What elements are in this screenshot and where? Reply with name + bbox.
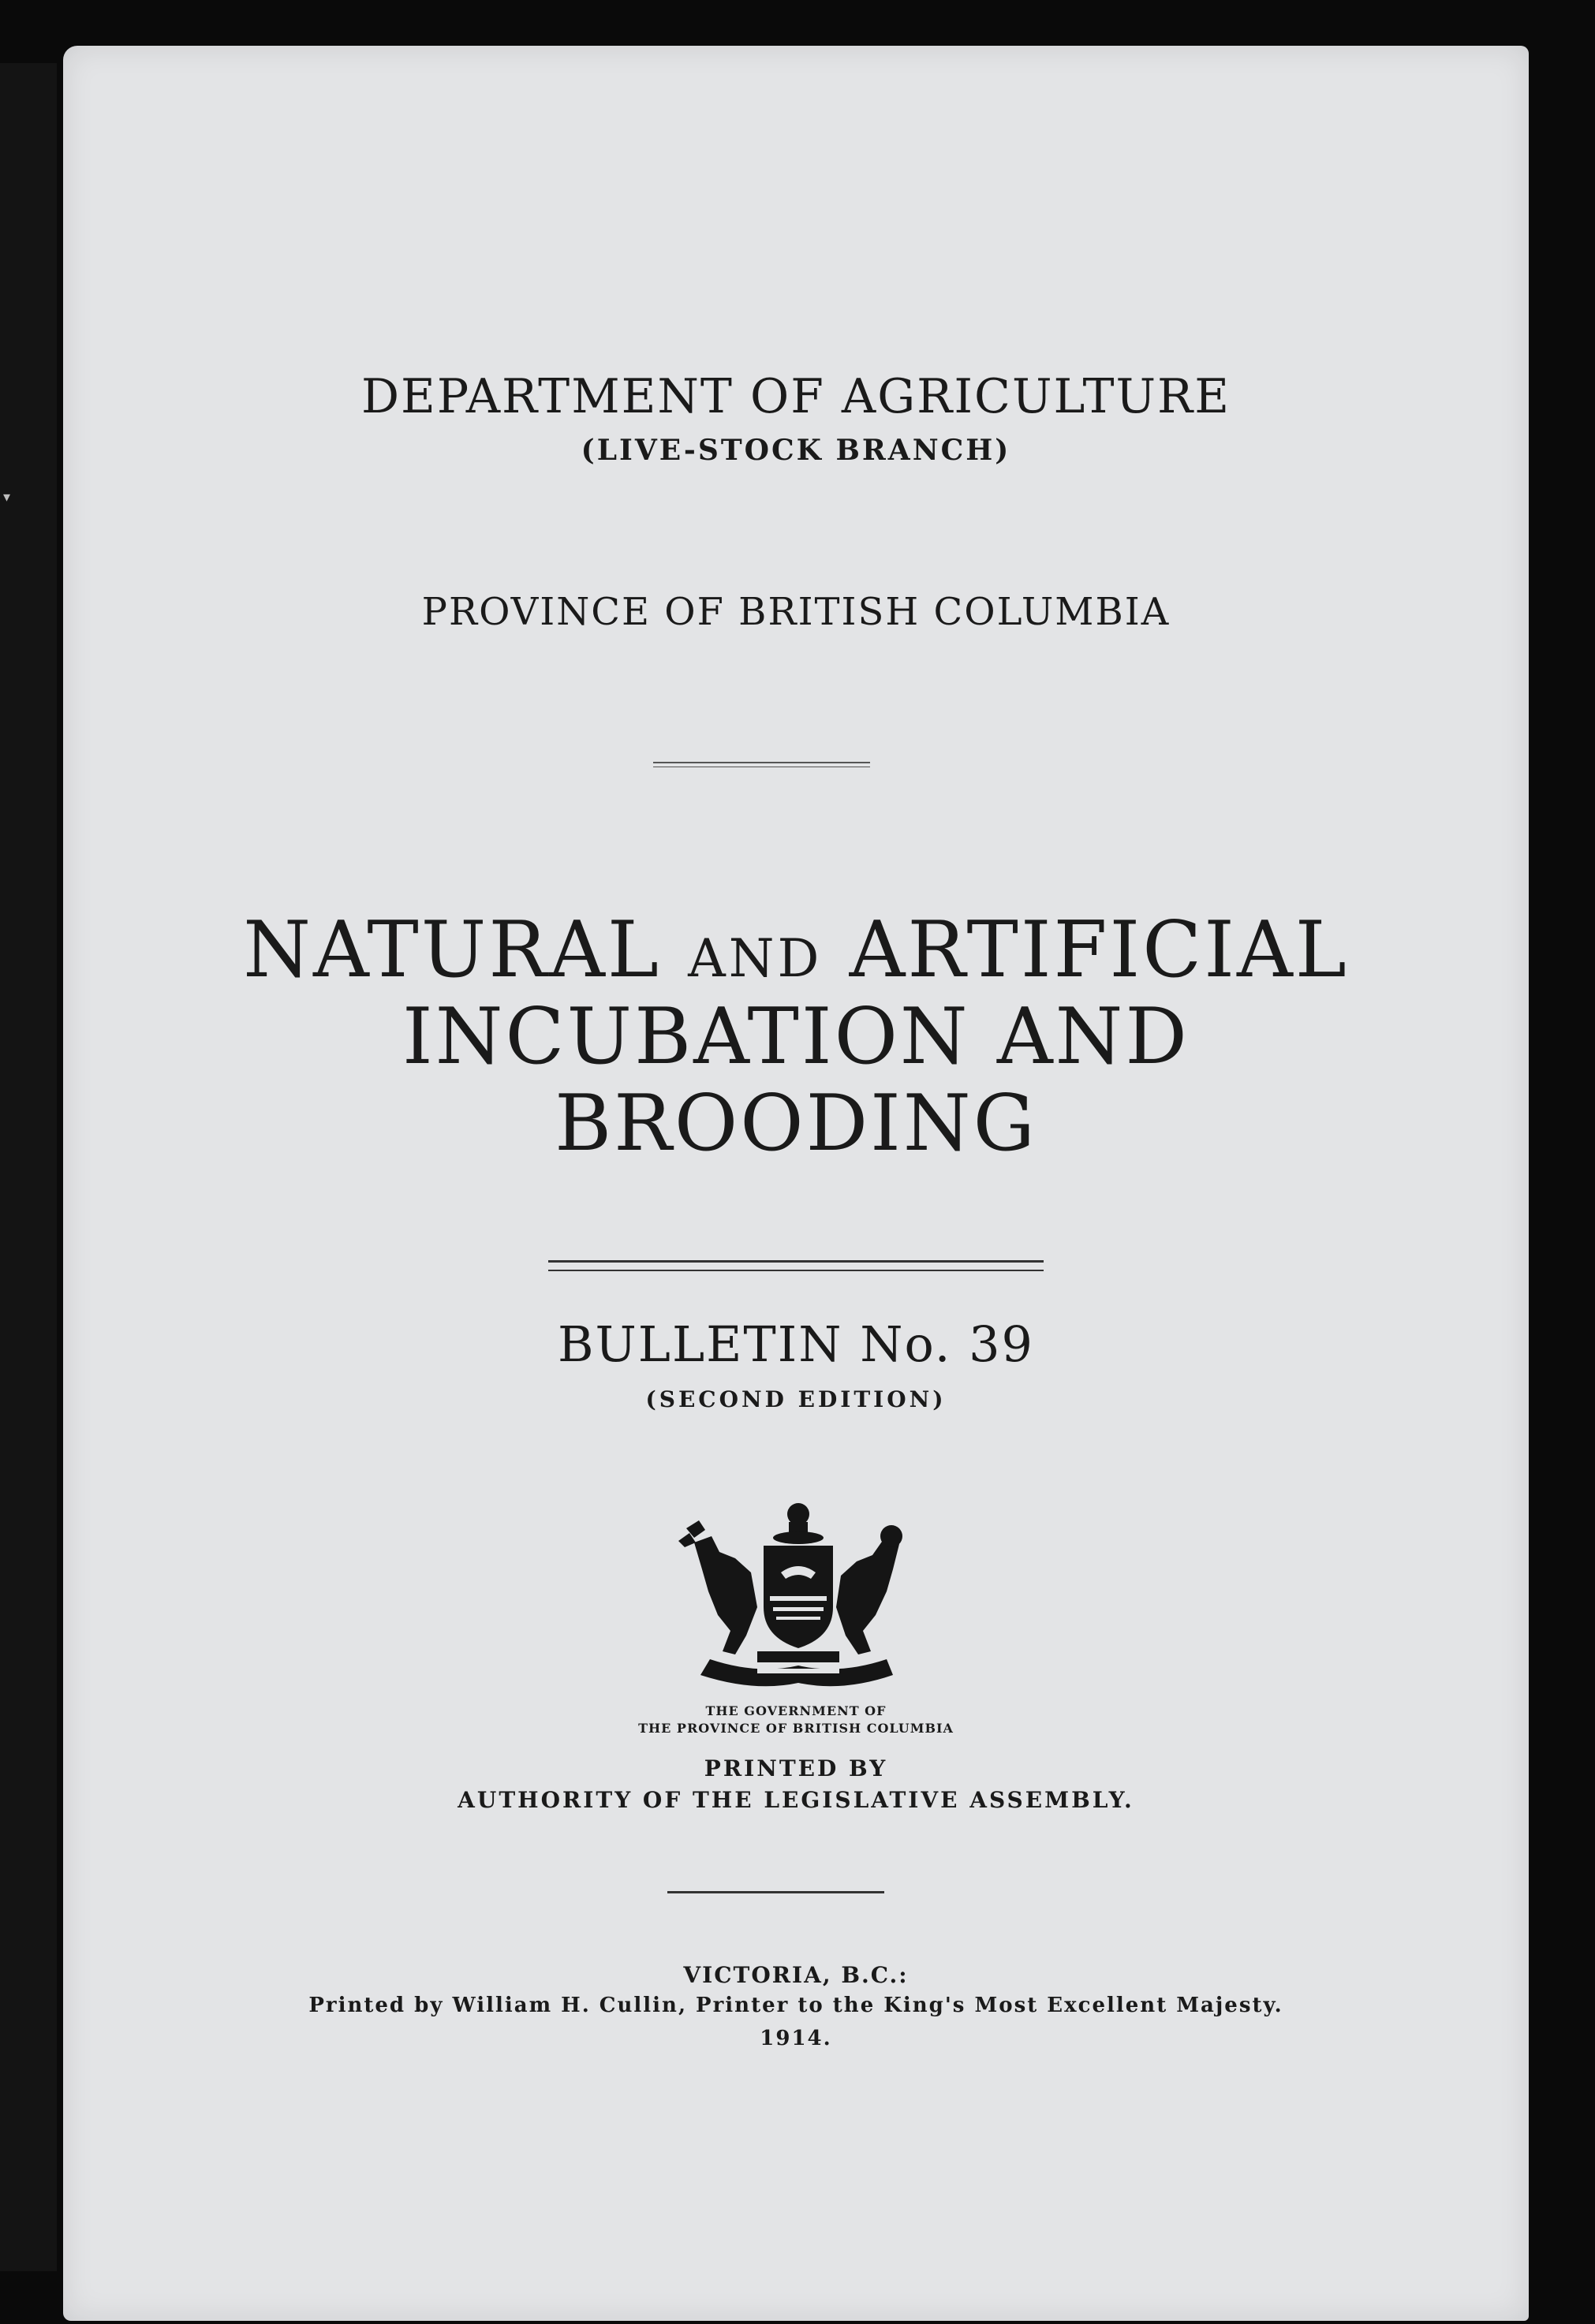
title-page (63, 46, 1529, 2321)
imprint-place: VICTORIA, B.C.: (683, 1962, 909, 1988)
divider-rule (667, 1891, 884, 1893)
printed-by-label: PRINTED BY (704, 1755, 888, 1781)
crest-caption-line-2: THE PROVINCE OF BRITISH COLUMBIA (638, 1721, 954, 1736)
imprint-year: 1914. (760, 2027, 832, 2050)
title-word-natural: NATURAL (243, 905, 689, 995)
crest-caption-line-1: THE GOVERNMENT OF (705, 1703, 887, 1718)
authority-statement: AUTHORITY OF THE LEGISLATIVE ASSEMBLY. (458, 1787, 1134, 1813)
book-spine-edge (0, 63, 57, 2271)
province-heading: PROVINCE OF BRITISH COLUMBIA (421, 590, 1171, 634)
title-line-2: INCUBATION AND (402, 992, 1190, 1082)
title-word-artificial: ARTIFICIAL (822, 905, 1349, 995)
edge-mark: ▾ (3, 489, 11, 505)
title-word-and: AND (688, 928, 823, 989)
department-heading: DEPARTMENT OF AGRICULTURE (360, 369, 1231, 424)
coat-of-arms-icon (663, 1497, 931, 1702)
title-line-1 (63, 905, 1529, 995)
edition-label: (SECOND EDITION) (645, 1386, 947, 1412)
bulletin-number: BULLETIN No. 39 (557, 1315, 1034, 1373)
double-rule (548, 1270, 1044, 1271)
divider-rule (653, 762, 870, 763)
title-line-3: BROODING (555, 1079, 1037, 1169)
branch-subheading: (LIVE-STOCK BRANCH) (581, 434, 1011, 467)
imprint-printer: Printed by William H. Cullin, Printer to the King's Most Excellent Majesty. (308, 1994, 1283, 2017)
double-rule (548, 1260, 1044, 1263)
